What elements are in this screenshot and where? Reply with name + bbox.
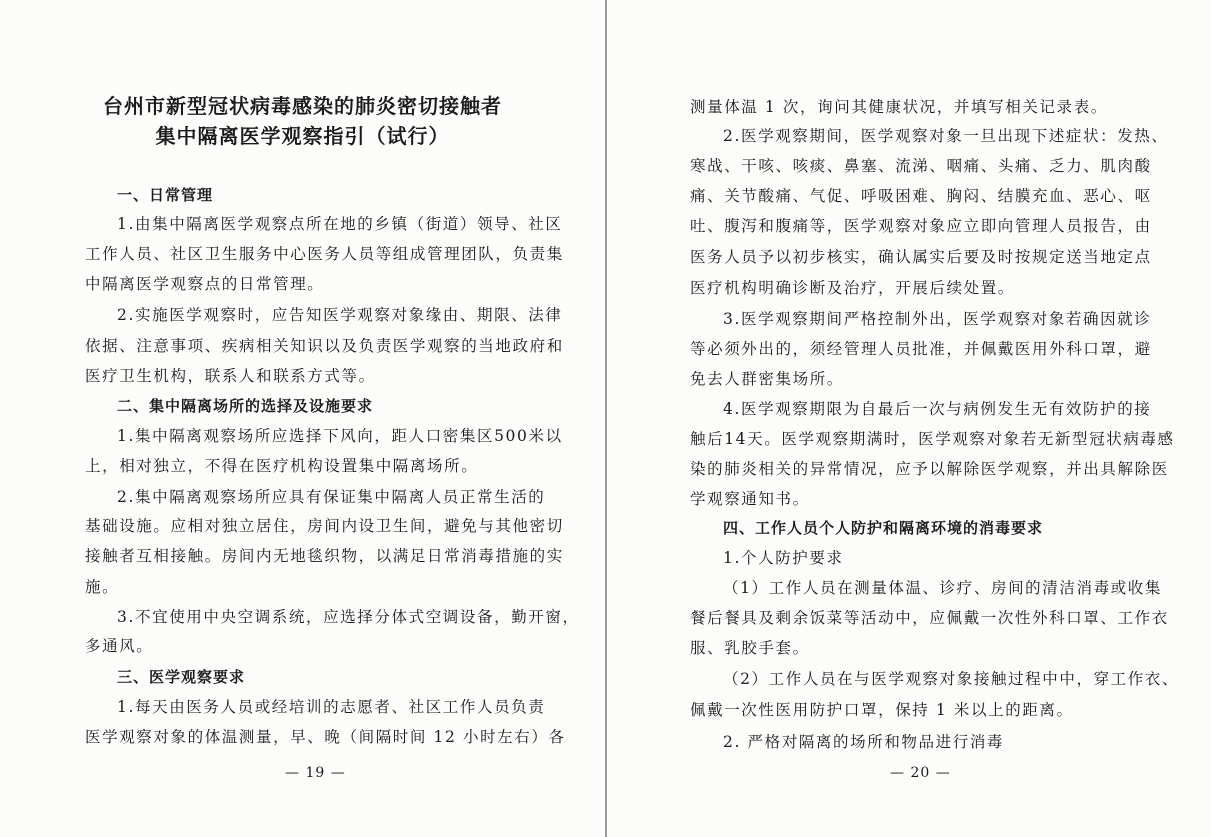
text-line: 触后14天。医学观察期满时，医学观察对象若无新型冠状病毒感 xyxy=(690,430,1175,448)
text-line: 测量体温 1 次，询问其健康状况，并填写相关记录表。 xyxy=(690,98,1108,116)
text-line: 多通风。 xyxy=(85,637,154,655)
text-line: 2.集中隔离观察场所应具有保证集中隔离人员正常生活的 xyxy=(117,488,546,506)
text-line: 施。 xyxy=(85,578,120,596)
text-line: 3.不宜使用中央空调系统，应选择分体式空调设备，勤开窗， xyxy=(117,608,580,626)
text-line: 服、乳胶手套。 xyxy=(690,639,810,657)
text-line: 等必须外出的，须经管理人员批准，并佩戴医用外科口罩，避 xyxy=(690,340,1152,358)
text-line: 2.医学观察期间，医学观察对象一旦出现下述症状：发热、 xyxy=(723,127,1169,145)
text-line: 依据、注意事项、疾病相关知识以及负责医学观察的当地政府和 xyxy=(85,337,564,355)
text-line: 医疗机构明确诊断及治疗，开展后续处置。 xyxy=(690,279,1015,297)
section-heading: 一、日常管理 xyxy=(117,186,214,204)
text-line: 医疗卫生机构，联系人和联系方式等。 xyxy=(85,367,376,385)
document-title-line1: 台州市新型冠状病毒感染的肺炎密切接触者 xyxy=(103,94,502,118)
text-line: 1.每天由医务人员或经培训的志愿者、社区工作人员负责 xyxy=(117,698,546,716)
document-title-line2: 集中隔离医学观察指引（试行） xyxy=(155,124,450,148)
text-line: 免去人群密集场所。 xyxy=(690,370,844,388)
text-line: 基础设施。应相对独立居住，房间内设卫生间，避免与其他密切 xyxy=(85,517,564,535)
text-line: 2.实施医学观察时，应告知医学观察对象缘由、期限、法律 xyxy=(117,306,563,324)
text-line: 医务人员予以初步核实，确认属实后要及时按规定送当地定点 xyxy=(690,248,1152,266)
section-heading: 三、医学观察要求 xyxy=(117,668,246,686)
text-line: 2. 严格对隔离的场所和物品进行消毒 xyxy=(723,733,1005,751)
page-number: — 20 — xyxy=(890,765,951,781)
text-line: 学观察通知书。 xyxy=(690,490,810,508)
right-page xyxy=(607,0,1211,837)
text-line: 1.由集中隔离医学观察点所在地的乡镇（街道）领导、社区 xyxy=(117,215,563,233)
text-line: 1.集中隔离观察场所应选择下风向，距人口密集区500米以 xyxy=(117,427,563,445)
text-line: 吐、腹泻和腹痛等，医学观察对象应立即向管理人员报告，由 xyxy=(690,217,1152,235)
section-heading: 四、工作人员个人防护和隔离环境的消毒要求 xyxy=(723,519,1044,537)
text-line: 工作人员、社区卫生服务中心医务人员等组成管理团队，负责集 xyxy=(85,245,564,263)
section-heading: 二、集中隔离场所的选择及设施要求 xyxy=(117,397,374,415)
text-line: （2）工作人员在与医学观察对象接触过程中中，穿工作衣、 xyxy=(723,670,1180,688)
text-line: 医学观察对象的体温测量，早、晚（间隔时间 12 小时左右）各 xyxy=(85,728,566,746)
text-line: 1.个人防护要求 xyxy=(723,549,844,567)
text-line: 中隔离医学观察点的日常管理。 xyxy=(85,275,325,293)
text-line: （1）工作人员在测量体温、诊疗、房间的清洁消毒或收集 xyxy=(723,579,1162,597)
left-page xyxy=(0,0,605,837)
text-line: 4.医学观察期限为自最后一次与病例发生无有效防护的接 xyxy=(723,400,1152,418)
text-line: 寒战、干咳、咳痰、鼻塞、流涕、咽痛、头痛、乏力、肌肉酸 xyxy=(690,157,1152,175)
text-line: 接触者互相接触。房间内无地毯织物，以满足日常消毒措施的实 xyxy=(85,547,564,565)
text-line: 上，相对独立，不得在医疗机构设置集中隔离场所。 xyxy=(85,457,479,475)
text-line: 佩戴一次性医用防护口罩，保持 1 米以上的距离。 xyxy=(690,701,1074,719)
text-line: 餐后餐具及剩余饭菜等活动中，应佩戴一次性外科口罩、工作衣 xyxy=(690,609,1169,627)
text-line: 痛、关节酸痛、气促、呼吸困难、胸闷、结膜充血、恶心、呕 xyxy=(690,187,1152,205)
text-line: 3.医学观察期间严格控制外出，医学观察对象若确因就诊 xyxy=(723,310,1152,328)
page-number: — 19 — xyxy=(285,765,346,781)
text-line: 染的肺炎相关的异常情况，应予以解除医学观察，并出具解除医 xyxy=(690,460,1169,478)
